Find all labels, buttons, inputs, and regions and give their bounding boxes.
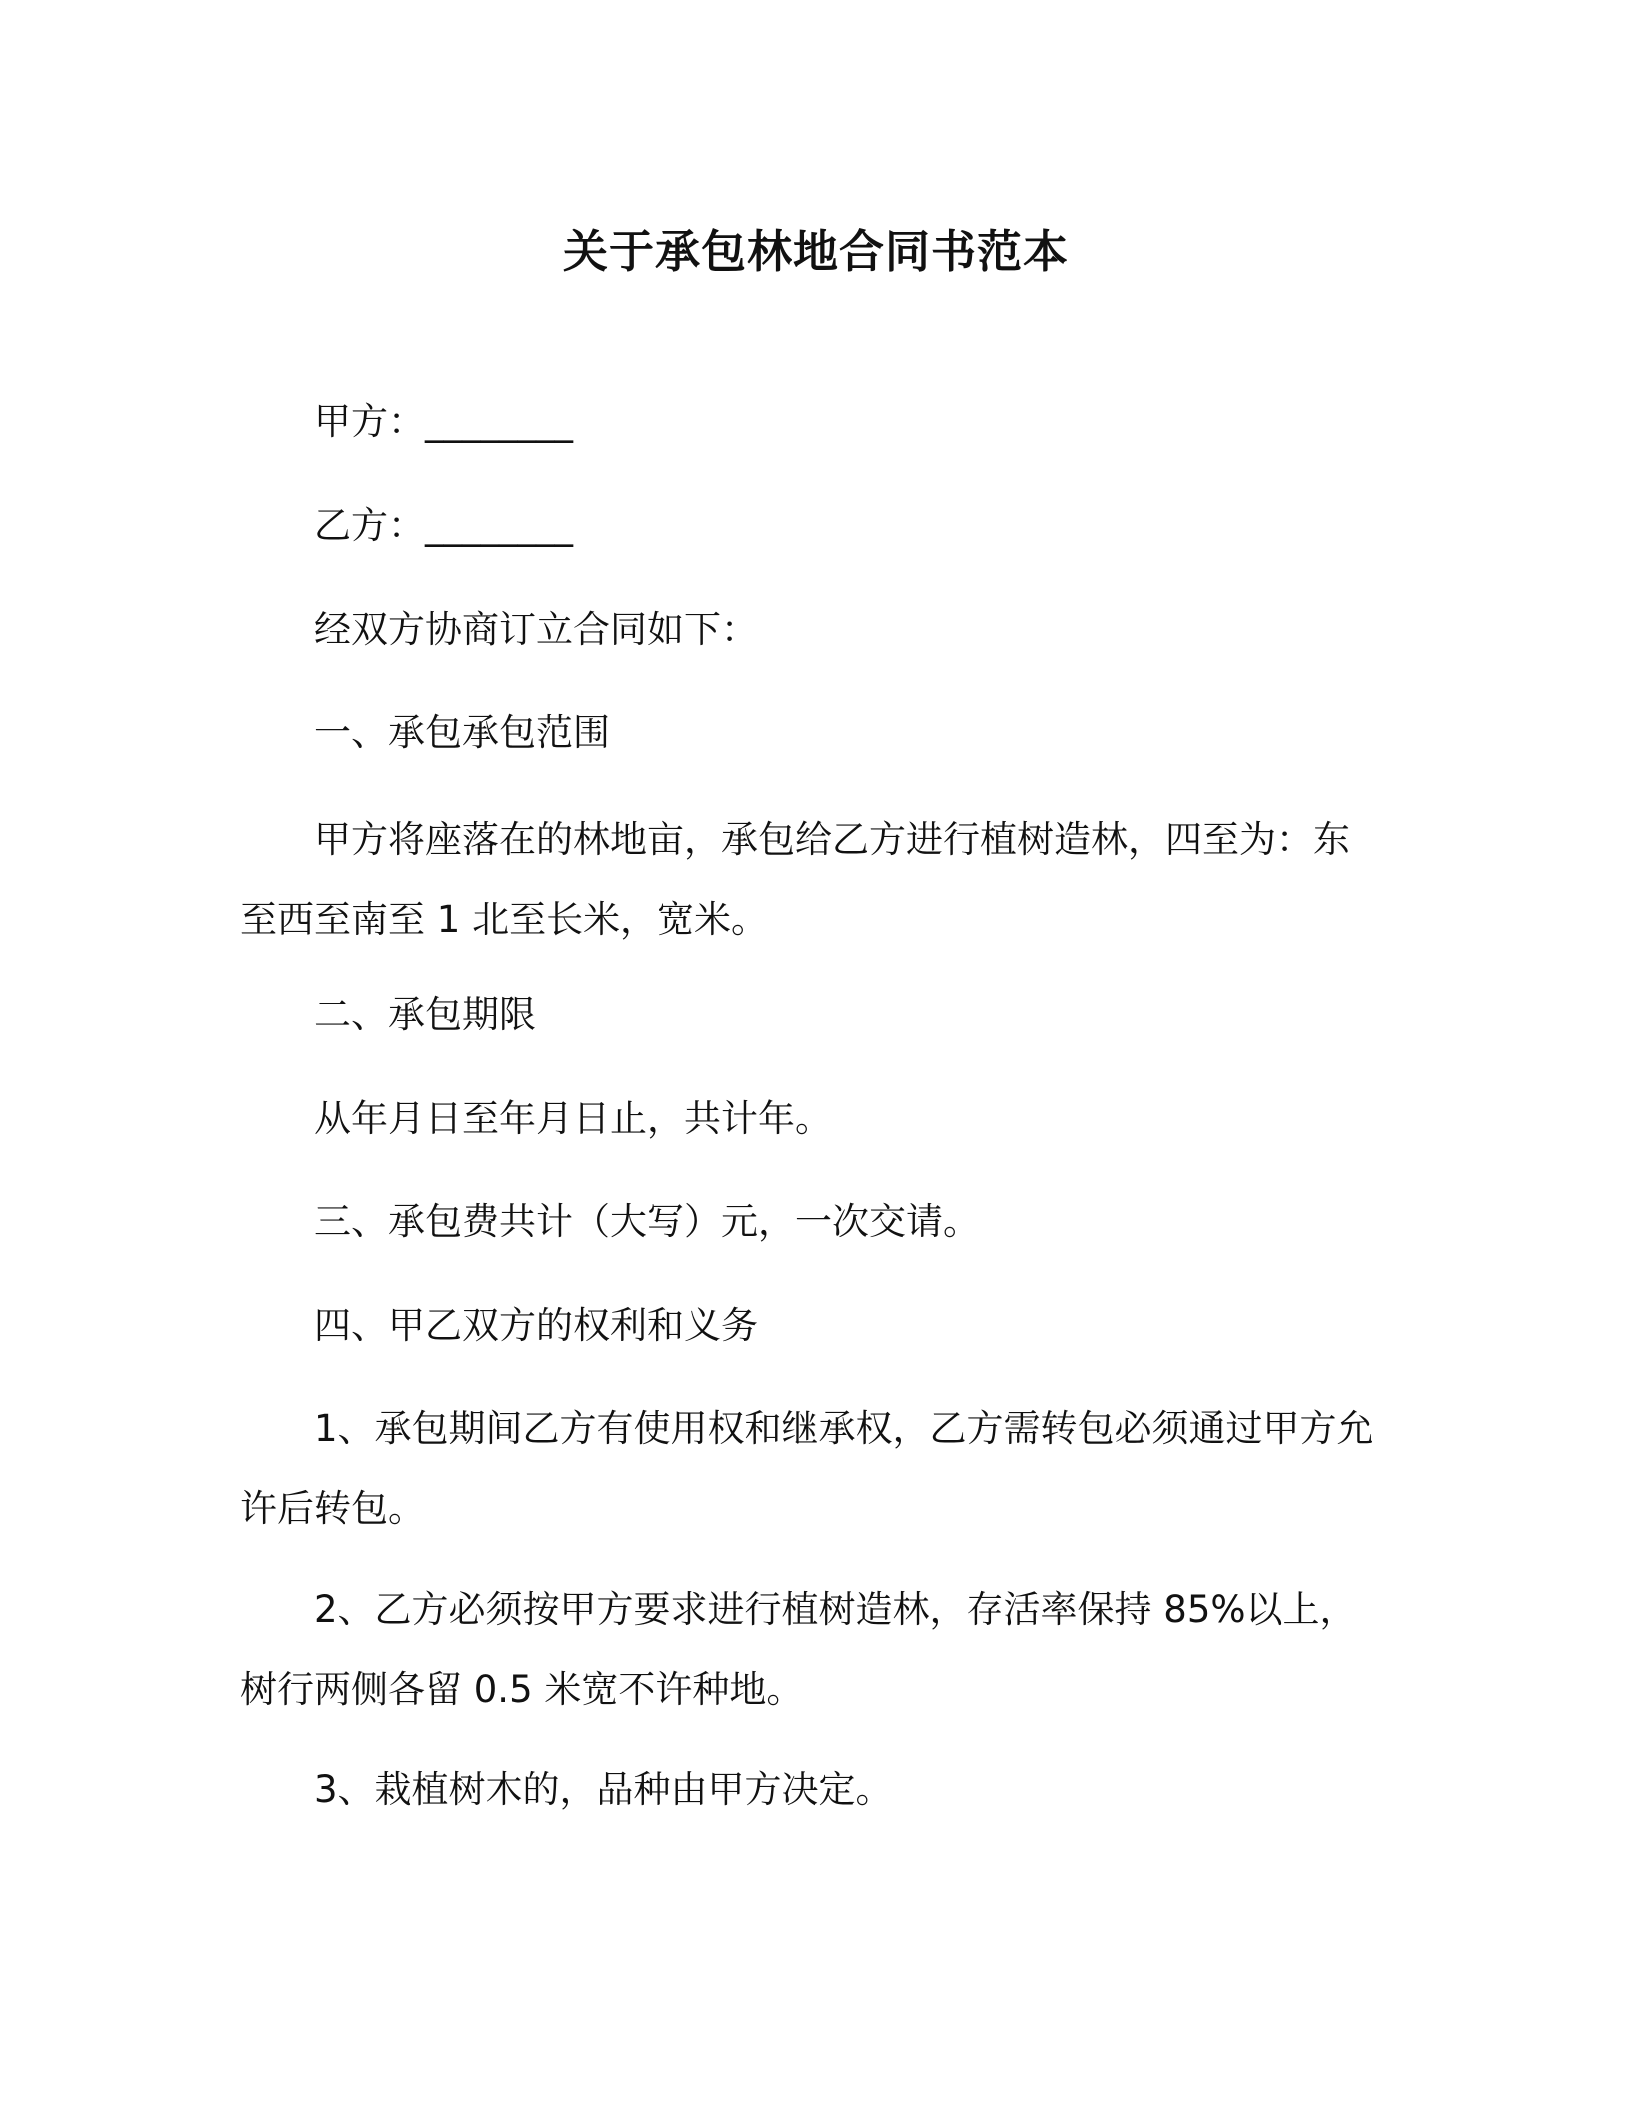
section-4-item-2: 2、乙方必须按甲方要求进行植树造林，存活率保持 85%以上，树行两侧各留 0.5 米宽不许种地。 (240, 1588, 1357, 1711)
section-2-heading: 二、承包期限 (314, 993, 536, 1036)
section-3-text: 三、承包费共计（大写）元，一次交请。 (314, 1200, 980, 1243)
party-a-line: 甲方：________ (314, 400, 573, 443)
section-1-text: 甲方将座落在的林地亩，承包给乙方进行植树造林，四至为：东至西至南至 1 北至长米，宽米。 (240, 818, 1350, 941)
intro-text: 经双方协商订立合同如下： (314, 608, 758, 651)
section-2-text: 从年月日至年月日止，共计年。 (314, 1097, 832, 1140)
section-4-heading: 四、甲乙双方的权利和义务 (314, 1304, 758, 1347)
document-title: 关于承包林地合同书范本 (562, 225, 1069, 278)
section-4-item-1: 1、承包期间乙方有使用权和继承权，乙方需转包必须通过甲方允许后转包。 (240, 1407, 1374, 1530)
section-1-heading: 一、承包承包范围 (314, 711, 610, 754)
party-b-line: 乙方：________ (314, 504, 573, 547)
section-4-item-3: 3、栽植树木的，品种由甲方决定。 (314, 1768, 893, 1811)
